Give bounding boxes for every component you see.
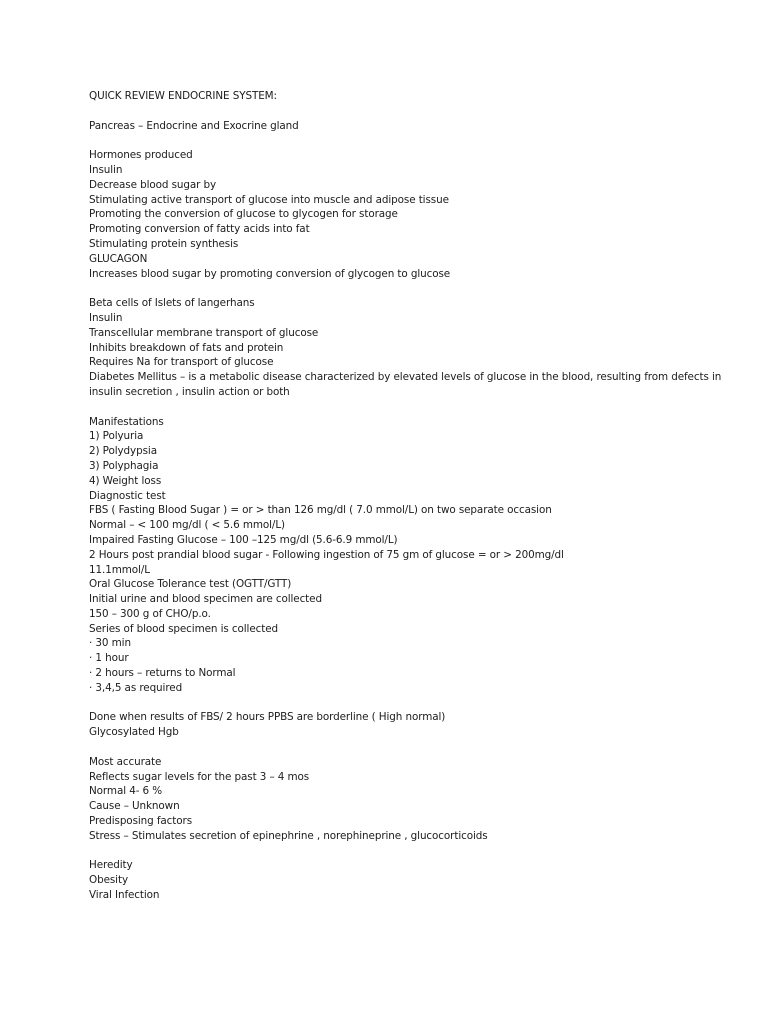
- text-line: Insulin: [89, 163, 123, 176]
- text-line: Decrease blood sugar by: [89, 178, 217, 191]
- text-line: Cause – Unknown: [89, 800, 180, 813]
- text-line: Viral Infection: [89, 889, 160, 902]
- text-line: · 3,4,5 as required: [89, 681, 183, 694]
- text-line: Pancreas – Endocrine and Exocrine gland: [89, 119, 299, 132]
- text-line: Manifestations: [89, 415, 164, 428]
- text-line: Promoting conversion of fatty acids into fat: [89, 223, 310, 236]
- blank-line: [89, 104, 689, 119]
- text-line: 11.1mmol/L: [89, 563, 150, 576]
- text-line: FBS ( Fasting Blood Sugar ) = or > than 126 mg/dl ( 7.0 mmol/L) on two separate occasion: [89, 504, 552, 517]
- text-line: Stimulating active transport of glucose into muscle and adipose tissue: [89, 193, 449, 206]
- text-line: QUICK REVIEW ENDOCRINE SYSTEM:: [89, 90, 277, 102]
- text-line: Initial urine and blood specimen are collected: [89, 593, 322, 606]
- blank-line: [89, 400, 689, 415]
- document-body: [89, 89, 722, 903]
- text-line: 2 Hours post prandial blood sugar - Following ingestion of 75 gm of glucose = or > 200mg/dl: [89, 548, 564, 561]
- text-line: Beta cells of Islets of langerhans: [89, 297, 255, 310]
- text-line: 1) Polyuria: [89, 430, 144, 443]
- text-line: 3) Polyphagia: [89, 459, 159, 472]
- text-line: Stimulating protein synthesis: [89, 237, 239, 250]
- blank-line: [89, 740, 689, 755]
- text-line: Inhibits breakdown of fats and protein: [89, 341, 284, 354]
- text-line: Diagnostic test: [89, 489, 166, 502]
- blank-line: [89, 133, 689, 148]
- text-line: Hormones produced: [89, 149, 193, 162]
- text-line: 2) Polydypsia: [89, 445, 157, 458]
- text-line: Obesity: [89, 874, 128, 887]
- text-line: Insulin: [89, 311, 123, 324]
- text-line: Predisposing factors: [89, 815, 193, 828]
- text-line: GLUCAGON: [89, 252, 148, 265]
- blank-line: [89, 696, 689, 711]
- blank-line: [89, 281, 689, 296]
- text-line: Normal 4- 6 %: [89, 785, 163, 798]
- text-line: Diabetes Mellitus – is a metabolic disease characterized by elevated levels of glucose in the blood, resulting from defects in: [89, 371, 722, 384]
- text-line: Oral Glucose Tolerance test (OGTT/GTT): [89, 578, 292, 591]
- blank-line: [89, 844, 689, 859]
- text-line: · 1 hour: [89, 652, 129, 665]
- text-line: 150 – 300 g of CHO/p.o.: [89, 607, 211, 620]
- text-line: 4) Weight loss: [89, 474, 162, 487]
- text-line: Most accurate: [89, 755, 162, 768]
- text-line: Requires Na for transport of glucose: [89, 356, 274, 369]
- text-line: Normal – < 100 mg/dl ( < 5.6 mmol/L): [89, 519, 285, 532]
- text-line: Done when results of FBS/ 2 hours PPBS are borderline ( High normal): [89, 711, 446, 724]
- text-line: Heredity: [89, 859, 133, 872]
- text-line: Glycosylated Hgb: [89, 726, 179, 739]
- text-line: Reflects sugar levels for the past 3 – 4 mos: [89, 770, 310, 783]
- text-line: Stress – Stimulates secretion of epinephrine , norephineprine , glucocorticoids: [89, 829, 488, 842]
- text-line: Promoting the conversion of glucose to glycogen for storage: [89, 208, 398, 221]
- text-line: · 2 hours – returns to Normal: [89, 667, 236, 680]
- text-line: Transcellular membrane transport of glucose: [89, 326, 319, 339]
- text-line: Increases blood sugar by promoting conversion of glycogen to glucose: [89, 267, 451, 280]
- text-line: Series of blood specimen is collected: [89, 622, 278, 635]
- text-line: · 30 min: [89, 637, 131, 650]
- text-line: insulin secretion , insulin action or both: [89, 385, 290, 398]
- text-line: Impaired Fasting Glucose – 100 –125 mg/dl (5.6-6.9 mmol/L): [89, 533, 398, 546]
